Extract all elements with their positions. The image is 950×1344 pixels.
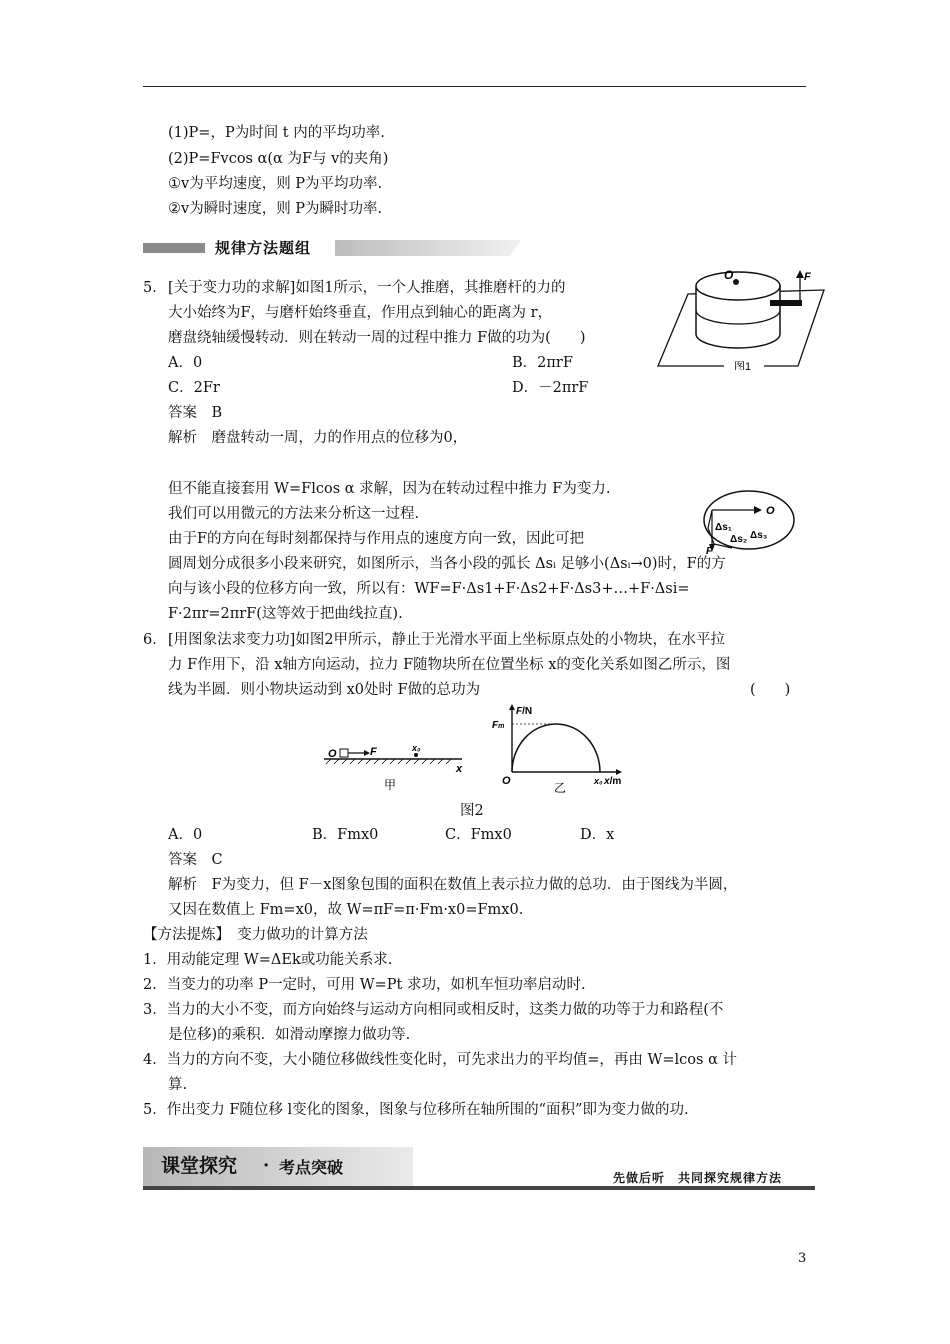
figure-2-yi-graph <box>490 700 630 796</box>
q6-answer: 答案 C <box>168 852 223 868</box>
q6-option-c: C．Fmx0 <box>445 827 512 843</box>
figure-1-millstone <box>652 262 828 370</box>
q5-answer: 答案 B <box>168 405 223 421</box>
section-rule <box>143 1186 815 1190</box>
q6-answer-blank: ( ) <box>750 682 791 698</box>
figure-2-jia <box>318 745 478 795</box>
method-line-2: 2．当变力的功率 P一定时，可用 W=Pt 求功，如机车恒功率启动时. <box>143 977 586 993</box>
svg-text:O: O <box>724 268 734 282</box>
svg-text:O: O <box>766 505 775 517</box>
svg-text:x: x <box>456 763 463 775</box>
q6-analysis-2: 又因在数值上 Fm=x0，故 W=πF=π·Fm·x0=Fmx0. <box>168 902 524 918</box>
svg-text:F: F <box>370 746 377 758</box>
section-right-note: 先做后听 共同探究规律方法 <box>613 1171 783 1185</box>
method-line-4-cont: 算. <box>168 1077 188 1093</box>
svg-text:F: F <box>706 546 713 556</box>
svg-text:O: O <box>502 775 511 787</box>
method-heading: 【方法提炼】 变力做功的计算方法 <box>143 927 368 943</box>
formula-line-1: (1)P=，P为时间 t 内的平均功率. <box>168 125 385 141</box>
q6-line-3: 线为半圆．则小物块运动到 x0处时 F做的总功为 <box>168 682 481 698</box>
q5-analysis-5: 圆周划分成很多小段来研究，如图所示，当各小段的弧长 Δsᵢ 足够小(Δsᵢ→0)时，F的方 <box>168 556 726 572</box>
section-subtitle: 考点突破 <box>279 1158 344 1177</box>
q5-analysis-4: 由于F的方向在每时刻都保持与作用点的速度方向一致，因此可把 <box>168 531 585 547</box>
q5-analysis-7: F·2πr=2πrF(这等效于把曲线拉直). <box>168 606 403 622</box>
banner-title: 规律方法题组 <box>215 239 312 257</box>
svg-text:x₀: x₀ <box>412 745 421 753</box>
section-header-classroom <box>143 1147 815 1195</box>
method-line-3-cont: 是位移)的乘积．如滑动摩擦力做功等. <box>168 1027 411 1043</box>
figure-2-caption: 图2 <box>460 803 484 819</box>
q6-option-d: D．x <box>580 827 615 843</box>
svg-text:x₀: x₀ <box>594 776 603 786</box>
q6-number: 6． <box>143 632 167 648</box>
figure-circle-segments <box>702 486 800 556</box>
section-dot: · <box>263 1155 270 1176</box>
svg-text:Fm: Fm <box>492 720 505 731</box>
method-line-5: 5．作出变力 F随位移 l变化的图象，图象与位移所在轴所围的“面积”即为变力做的功. <box>143 1102 689 1118</box>
q5-line-1: [关于变力功的求解]如图1所示，一个人推磨，其推磨杆的力的 <box>168 280 566 296</box>
method-line-1: 1．用动能定理 W=ΔEk或功能关系求. <box>143 952 393 968</box>
section-title: 课堂探究 <box>161 1155 238 1177</box>
svg-text:F/N: F/N <box>516 706 533 717</box>
svg-text:F: F <box>804 271 811 283</box>
banner-bar <box>143 243 205 253</box>
q5-option-a: A．0 <box>168 355 203 371</box>
banner-fade <box>335 240 521 256</box>
q5-option-d: D．－2πrF <box>512 380 589 396</box>
q5-line-3: 磨盘绕轴缓慢转动．则在转动一周的过程中推力 F做的功为( ) <box>168 330 586 346</box>
q5-number: 5． <box>143 280 167 296</box>
svg-text:Δs₁: Δs₁ <box>715 522 732 533</box>
q6-analysis-1: 解析 F为变力，但 F－x图象包围的面积在数值上表示拉力做的总功．由于图线为半圆， <box>168 877 738 893</box>
q5-analysis-3: 我们可以用微元的方法来分析这一过程. <box>168 506 420 522</box>
q5-analysis-1: 解析 磨盘转动一周，力的作用点的位移为0， <box>168 430 468 446</box>
q5-option-b: B．2πrF <box>512 355 573 371</box>
method-group-banner <box>143 237 523 259</box>
page-number: 3 <box>798 1251 807 1266</box>
svg-text:x/m: x/m <box>604 776 622 787</box>
figure-2-yi-label: 乙 <box>554 781 567 795</box>
q6-line-1: [用图象法求变力功]如图2甲所示，静止于光滑水平面上坐标原点处的小物块，在水平拉 <box>168 632 726 648</box>
q6-line-2: 力 F作用下，沿 x轴方向运动，拉力 F随物块所在位置坐标 x的变化关系如图乙所示，图 <box>168 657 731 673</box>
header-rule <box>143 86 806 87</box>
formula-line-3: ①v为平均速度，则 P为平均功率. <box>168 176 383 192</box>
q5-option-c: C．2Fr <box>168 380 220 396</box>
svg-text:O: O <box>328 748 337 760</box>
formula-line-2: (2)P=Fvcos α(α 为F与 v的夹角) <box>168 151 389 167</box>
q5-analysis-2: 但不能直接套用 W=Flcos α 求解，因为在转动过程中推力 F为变力. <box>168 481 611 497</box>
figure-2-jia-label: 甲 <box>384 778 397 792</box>
figure-1-label: 图1 <box>734 361 752 370</box>
svg-text:Δs₃: Δs₃ <box>750 530 768 541</box>
q5-line-2: 大小始终为F，与磨杆始终垂直，作用点到轴心的距离为 r， <box>168 305 553 321</box>
svg-text:Δs₂: Δs₂ <box>730 534 748 545</box>
formula-line-4: ②v为瞬时速度，则 P为瞬时功率. <box>168 201 383 217</box>
method-line-3: 3．当力的大小不变，而方向始终与运动方向相同或相反时，这类力做的功等于力和路程(不 <box>143 1002 724 1018</box>
q6-option-b: B．Fmx0 <box>312 827 379 843</box>
q5-analysis-6: 向与该小段的位移方向一致，所以有：WF=F·Δs1+F·Δs2+F·Δs3+…+F·Δsi= <box>168 581 690 597</box>
method-line-4: 4．当力的方向不变，大小随位移做线性变化时，可先求出力的平均值=，再由 W=lcos α 计 <box>143 1052 737 1068</box>
q6-option-a: A．0 <box>168 827 203 843</box>
